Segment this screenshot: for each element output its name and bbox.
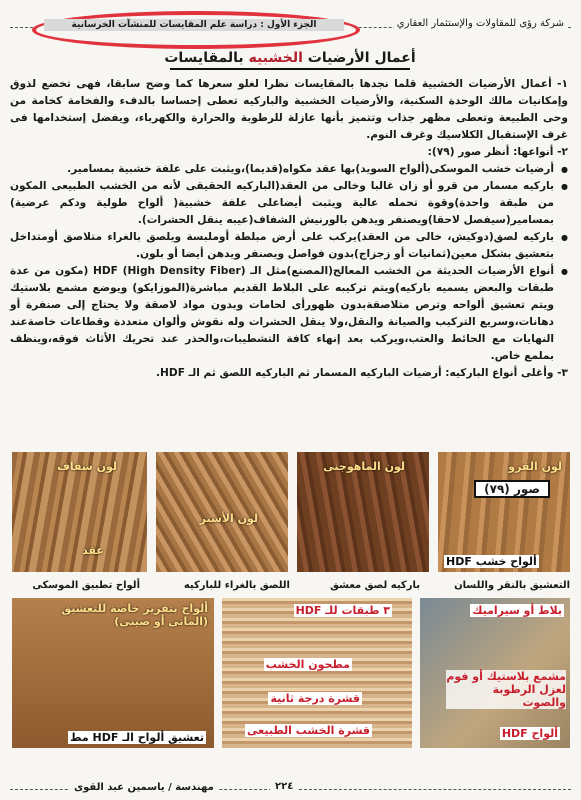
image-label: ألواح بتفريز خاصة للتعشيق (المانى أو صينى): [61, 602, 208, 628]
image-label: مطحون الخشب: [265, 658, 350, 671]
image-label: ٣ طبقات للـ HDF: [295, 604, 390, 617]
page-title: [150, 50, 430, 70]
image-label: لون القرو: [508, 460, 562, 473]
photo-pine-boards: [12, 452, 147, 572]
figure-number-badge: صور (٧٩): [474, 480, 550, 498]
page-number: ٢٢٤: [270, 781, 298, 792]
image-label: لون الماهوجنى: [323, 460, 405, 473]
image-caption: باركيه لصق معشق: [330, 580, 420, 591]
photo-mahogany-parquet: [297, 452, 429, 572]
bullet-item: ● أنواع الأرضيات الحديثة من الخشب المعالج(المصنع)مثل الـ HDF (High Density Fiber) (مكون من عدة طبقات والبعض يسميه باركيه)ويتم تركيبه على البلاط القديم مباشرة(الموزايكو) ويوضع مشمع بلاستيك ويتم تعشيق ألواحه وترص متلاصقةبدون ظهورأى لحامات وبدون مواد لاصقة ولا يحتاج إلى صنفرة أو دهانات،وسريع التركيب والصيانة والنقل،ولا ينقل الحشرات وله نقوش وألوان متعددة وقطاعات خاصةعند النهايات مع الحائط والعتب،ويركب بعد إنهاء كافة التشطيبات،والحذر عند تحريك الأثاث فوقه،وينظف بملمع خاص.: [10, 263, 568, 365]
image-label: قشرة درجة ثانية: [270, 692, 360, 705]
image-label: ألواح HDF: [501, 727, 558, 740]
image-label: لون الأستر: [199, 512, 258, 525]
image-label: مشمع بلاستيك أو فوم لعزل الرطوبة والصوت: [446, 670, 566, 709]
header-company: شركة رؤى للمقاولات والإستثمار العقاري: [394, 18, 567, 29]
image-row-1: [12, 452, 570, 591]
image-caption: التعشيق بالنقر واللسان: [454, 580, 570, 591]
title-prefix: أعمال الأرضيات: [302, 50, 416, 66]
image-row-2: [12, 598, 570, 778]
page-header: [10, 8, 571, 46]
body-text: [10, 76, 568, 382]
paragraph-2: ٢- أنواعها: أنظر صور (٧٩):: [427, 146, 568, 158]
image-label: لون شفاف: [57, 460, 117, 473]
photo-tongue-groove: [12, 598, 214, 748]
bullet-item: ● باركيه مسمار من قرو أو زان غالبا وخالى من العقد(الباركيه الحقيقى لأنه من الخشب الطبيعى المكون من طبقة واحدة)وقوة تحمله عالية ويثبت أيضاعلى علفة خشبية( ألواح طولية ودكم عرضية) بمسامير(سيفصل لاحقا)ويصنفر ويدهن بالورنيش الشفاف(عيبه ينقل الحشرات).: [10, 178, 568, 229]
bullet-item: ● باركيه لصق(دوكيش، خالى من العقد)يركب على أرض مبلطة أوملبسة ويلصق بالغراء متلاصق أومتداخل بتعشيق بشكل معين(ثمانيات أو زجزاج)بدون فواصل ويصنفر ويدهن أيضا أو بلون.: [10, 229, 568, 263]
photo-hdf-installation: [420, 598, 570, 748]
paragraph-3: ٣- وأغلى أنواع الباركيه: أرضيات الباركيه المسمار ثم الباركيه اللصق ثم الـ HDF.: [156, 367, 568, 379]
photo-oak-planks: [438, 452, 570, 572]
photo-hdf-layers: [222, 598, 412, 748]
title-suffix: بالمقايسات: [164, 50, 249, 66]
image-caption: اللصق بالغراء للباركيه: [183, 580, 290, 591]
image-label: ألواح خشب HDF: [446, 555, 537, 568]
image-label: تعشيق ألواح الـ HDF مط: [70, 731, 204, 744]
footer-author: مهندسة / ياسمين عبد القوى: [70, 782, 218, 793]
title-accent: الخشبيه: [248, 50, 303, 66]
photo-glued-parquet: [156, 452, 288, 572]
image-label: بلاط أو سيراميك: [472, 604, 562, 617]
bullet-item: ● أرضيات خشب الموسكى(ألواح السويد)بها عقد مكواه(قديما)،ويثبت على علفة خشبية بمسامير.: [10, 161, 568, 178]
image-caption: ألواح تطبيق الموسكى: [32, 580, 140, 591]
header-part: الجزء الأول : دراسة علم المقايسات للمنشآت الخرسانية: [44, 19, 344, 31]
paragraph-1: ١- أعمال الأرضيات الخشبية قلما نجدها بالمقايسات نظرا لغلو سعرها كما وضح سابقا، فهى تخضع لذوق وإمكانيات مالك الوحدة السكنية، والأرضيات الخشبية والباركيه تعطى إحساسا بالدفء والفخامة كخامة من وحى الطبيعة وتعطى مظهر جذاب وتتميز بأنها عازلة للرطوبة والحرارة والكهرباء، ويفضل إستخدامها فى غرف الإستقبال الكلاسيك وغرف النوم.: [10, 78, 568, 141]
image-label: عقد: [82, 544, 104, 557]
image-label: قشرة الخشب الطبيعى: [247, 724, 370, 737]
